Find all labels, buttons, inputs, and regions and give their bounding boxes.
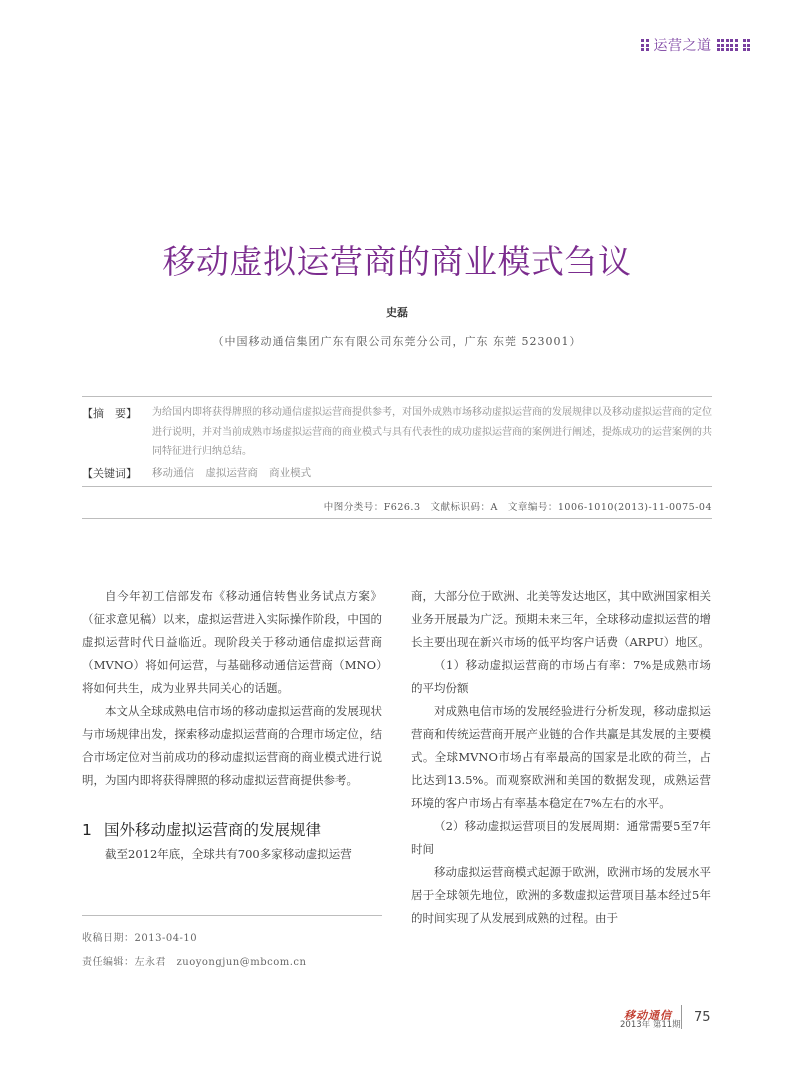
body-paragraph: 移动虚拟运营商模式起源于欧洲，欧洲市场的发展水平居于全球领先地位，欧洲的多数虚拟运营项目基本经过5年的时间实现了从发展到成熟的过程。由于 [411, 865, 711, 925]
keywords-label: 【关键词】 [82, 467, 137, 480]
footer-divider [681, 1005, 682, 1029]
keywords-text: 移动通信 虚拟运营商 商业模式 [152, 467, 312, 479]
body-paragraph: 本文从全球成熟电信市场的移动虚拟运营商的发展现状与市场规律出发，探索移动虚拟运营商的合理市场定位，结合市场定位对当前成功的移动虚拟运营商的商业模式进行说明，为国内即将获得牌照的移动虚拟运营商提供参考。 [82, 704, 382, 787]
subsection-heading: （2）移动虚拟运营项目的发展周期：通常需要5至7年时间 [411, 819, 711, 856]
classification-line: 中图分类号：F626.3 文献标识码：A 文章编号：1006-1010(2013)-11-0075-04 [323, 502, 712, 513]
abstract-top-rule [82, 396, 712, 397]
section-number: 1 [82, 821, 92, 839]
dots-ornament-icon [717, 39, 738, 51]
article-author: 史磊 [386, 306, 408, 319]
received-date: 收稿日期：2013-04-10 [82, 933, 198, 944]
dots-ornament-icon [743, 39, 751, 51]
section-header [641, 36, 750, 54]
body-left-column [82, 585, 382, 792]
body-paragraph: 自今年初工信部发布《移动通信转售业务试点方案》（征求意见稿）以来，虚拟运营进入实际操作阶段，中国的虚拟运营时代日益临近。现阶段关于移动通信虚拟运营商（MVNO）将如何运营，与基础移动通信运营商（MNO）将如何共生，成为业界共同关心的话题。 [82, 589, 382, 695]
article-affiliation: （中国移动通信集团广东有限公司东莞分公司，广东 东莞 523001） [212, 335, 582, 348]
dots-ornament-icon [641, 39, 649, 51]
section-heading [82, 818, 321, 840]
footnote-rule [82, 915, 382, 916]
subsection-heading: （1）移动虚拟运营商的市场占有率：7%是成熟市场的平均份额 [411, 658, 711, 695]
abstract-text: 为给国内即将获得牌照的移动通信虚拟运营商提供参考，对国外成熟市场移动虚拟运营商的发展规律以及移动虚拟运营商的定位进行说明，并对当前成熟市场虚拟运营商的商业模式与具有代表性的成功虚拟运营商的案例进行阐述，提炼成功的运营案例的共同特征进行归纳总结。 [152, 407, 712, 457]
article-title: 移动虚拟运营商的商业模式刍议 [162, 242, 632, 281]
abstract-bottom-rule [82, 486, 712, 487]
issue-label: 2013年 第11期 [620, 1020, 681, 1030]
magazine-logo: 移动通信 [624, 1009, 672, 1022]
body-right-column [411, 585, 711, 930]
section-title: 国外移动虚拟运营商的发展规律 [104, 821, 322, 839]
body-paragraph: 商，大部分位于欧洲、北美等发达地区，其中欧洲国家相关业务开展最为广泛。预期未来三年，全球移动虚拟运营的增长主要出现在新兴市场的低平均客户话费（ARPU）地区。 [411, 589, 711, 649]
abstract-label: 【摘 要】 [82, 407, 137, 420]
body-paragraph: 对成熟电信市场的发展经验进行分析发现，移动虚拟运营商和传统运营商开展产业链的合作共赢是其发展的主要模式。全球MVNO市场占有率最高的国家是北欧的荷兰，占比达到13.5%。而观察欧洲和美国的数据发现，成熟运营环境的客户市场占有率基本稳定在7%左右的水平。 [411, 704, 711, 810]
section-name: 运营之道 [653, 38, 712, 54]
editor-info: 责任编辑：左永君 zuoyongjun@mbcom.cn [82, 957, 307, 968]
page-number: 75 [694, 1010, 711, 1025]
classification-rule [82, 518, 712, 519]
section-paragraph: 截至2012年底，全球共有700多家移动虚拟运营 [105, 847, 352, 861]
